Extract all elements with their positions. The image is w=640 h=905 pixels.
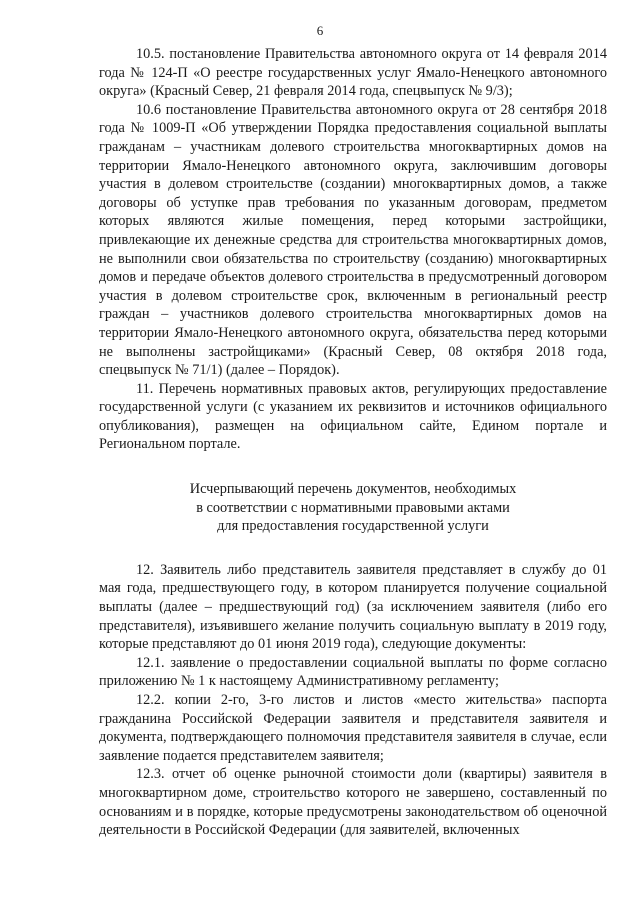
paragraph-12-1: 12.1. заявление о предоставлении социальной выплаты по форме согласно приложению № 1 к настоящему Административному регламенту; [99, 654, 607, 690]
paragraph-12-3: 12.3. отчет об оценке рыночной стоимости доли (квартиры) заявителя в многоквартирном доме, строительство которого не завершено, составленный по основаниям и в порядке, которые предусмотрены законодательством об оценочной деятельности в Российской Федерации (для заявителей, включенных [99, 766, 607, 839]
paragraph-10-6: 10.6 постановление Правительства автономного округа от 28 сентября 2018 года № 1009-П «Об утверждении Порядка предоставления социальной выплаты гражданам – участникам долевого строительства многоквартирных домов на территории Ямало-Ненецкого автономного округа, заключившим договоры участия в долевом строительстве (создании) многоквартирных домов, а также договоры об уступке прав требования по указанным договорам, предметом которых являются жилые помещения, перед которыми застройщики, привлекающие их денежные средства для строительства многоквартирных домов, не выполнили свои обязательства по строительству (созданию) многоквартирных домов и передаче объектов долевого строительства в предусмотренный договором участия в долевом строительстве срок, включенным в региональный реестр граждан – участников долевого строительства многоквартирных домов на территории Ямало-Ненецкого автономного округа, обязательства перед которыми не выполнены застройщиками» (Красный Север, 08 октября 2018 года, спецвыпуск № 71/1) (далее – Порядок). [99, 101, 607, 379]
paragraph-12-2: 12.2. копии 2-го, 3-го листов и листов «место жительства» паспорта гражданина Российской Федерации заявителя и представителя заявителя и документа, подтверждающего полномочия представителя заявителя в случае, если заявление подается представителем заявителя; [99, 692, 607, 764]
document-body [99, 45, 607, 840]
heading-line-3: для предоставления государственной услуги [217, 518, 489, 535]
page-number: 6 [316, 23, 324, 38]
paragraph-12: 12. Заявитель либо представитель заявителя представляет в службу до 01 мая года, предшествующего году, в котором планируется получение социальной выплаты (далее – предшествующий год) (за исключением заявителя (либо его представителя), изъявившего желание получить социальную выплату в 2019 году, которые представляют до 01 июня 2019 года), следующие документы: [99, 561, 607, 653]
heading-line-1: Исчерпывающий перечень документов, необходимых [189, 481, 517, 498]
heading-line-2: в соответствии с нормативными правовыми актами [196, 499, 510, 516]
paragraph-10-5: 10.5. постановление Правительства автономного округа от 14 февраля 2014 года № 124-П «О реестре государственных услуг Ямало-Ненецкого автономного округа» (Красный Север, 21 февраля 2014 года, спецвыпуск № 9/3); [99, 46, 607, 100]
section-heading [99, 480, 607, 536]
paragraph-11: 11. Перечень нормативных правовых актов, регулирующих предоставление государственной услуги (с указанием их реквизитов и источников официального опубликования), размещен на официальном сайте, Едином портале и Региональном портале. [99, 380, 607, 453]
